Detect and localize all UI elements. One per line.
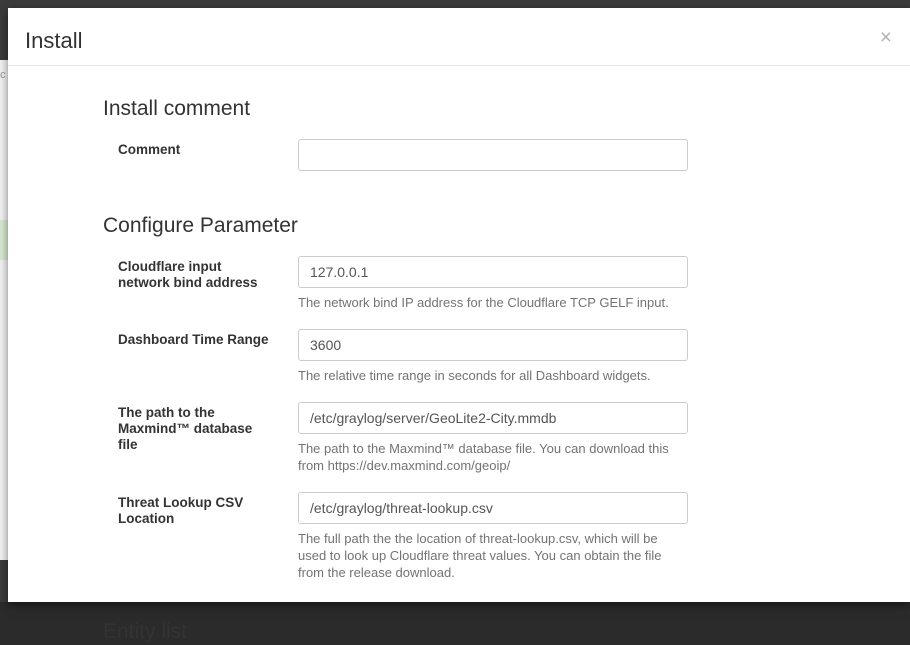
form-row-maxmind-database-path bbox=[8, 402, 910, 474]
help-dashboard-time-range: The relative time range in seconds for all Dashboard widgets. bbox=[298, 368, 651, 384]
background-page-strip-bottom bbox=[0, 260, 8, 560]
form-row-comment bbox=[8, 139, 910, 171]
maxmind-database-path-input[interactable] bbox=[298, 402, 688, 434]
section-heading-entity-list: Entity list bbox=[103, 620, 188, 644]
help-maxmind-database-path: The path to the Maxmind™ database file. You can download this from https://dev.maxmind.com/geoip/ bbox=[298, 441, 669, 474]
form-row-dashboard-time-range bbox=[8, 329, 910, 384]
form-row-threat-lookup-csv bbox=[8, 492, 910, 581]
label-cloudflare-bind-address: Cloudflare input network bind address bbox=[118, 259, 258, 291]
modal-body bbox=[8, 66, 910, 644]
label-threat-lookup-csv: Threat Lookup CSV Location bbox=[118, 495, 244, 527]
section-heading-configure-parameter: Configure Parameter bbox=[103, 214, 298, 238]
page-title: Install bbox=[25, 28, 83, 53]
background-page-text: c bbox=[0, 69, 6, 81]
modal-header bbox=[8, 8, 910, 66]
threat-lookup-csv-input[interactable] bbox=[298, 492, 688, 524]
label-dashboard-time-range: Dashboard Time Range bbox=[118, 332, 269, 348]
section-heading-install-comment: Install comment bbox=[103, 97, 251, 120]
cloudflare-bind-address-input[interactable] bbox=[298, 256, 688, 288]
install-modal bbox=[8, 8, 910, 644]
help-threat-lookup-csv: The full path the the location of threat-lookup.csv, which will be used to look up Cloudflare threat values. You can obtain the file from the release download. bbox=[298, 531, 662, 581]
comment-input[interactable] bbox=[298, 139, 688, 171]
dashboard-time-range-input[interactable] bbox=[298, 329, 688, 361]
label-maxmind-database-path: The path to the Maxmind™ database file bbox=[118, 405, 253, 453]
form-row-cloudflare-bind-address bbox=[8, 256, 910, 311]
label-comment: Comment bbox=[118, 142, 181, 158]
background-page-strip-highlight bbox=[0, 220, 8, 260]
background-page-strip-top bbox=[0, 60, 8, 220]
close-icon[interactable]: × bbox=[879, 26, 892, 49]
help-cloudflare-bind-address: The network bind IP address for the Cloudflare TCP GELF input. bbox=[298, 295, 669, 311]
